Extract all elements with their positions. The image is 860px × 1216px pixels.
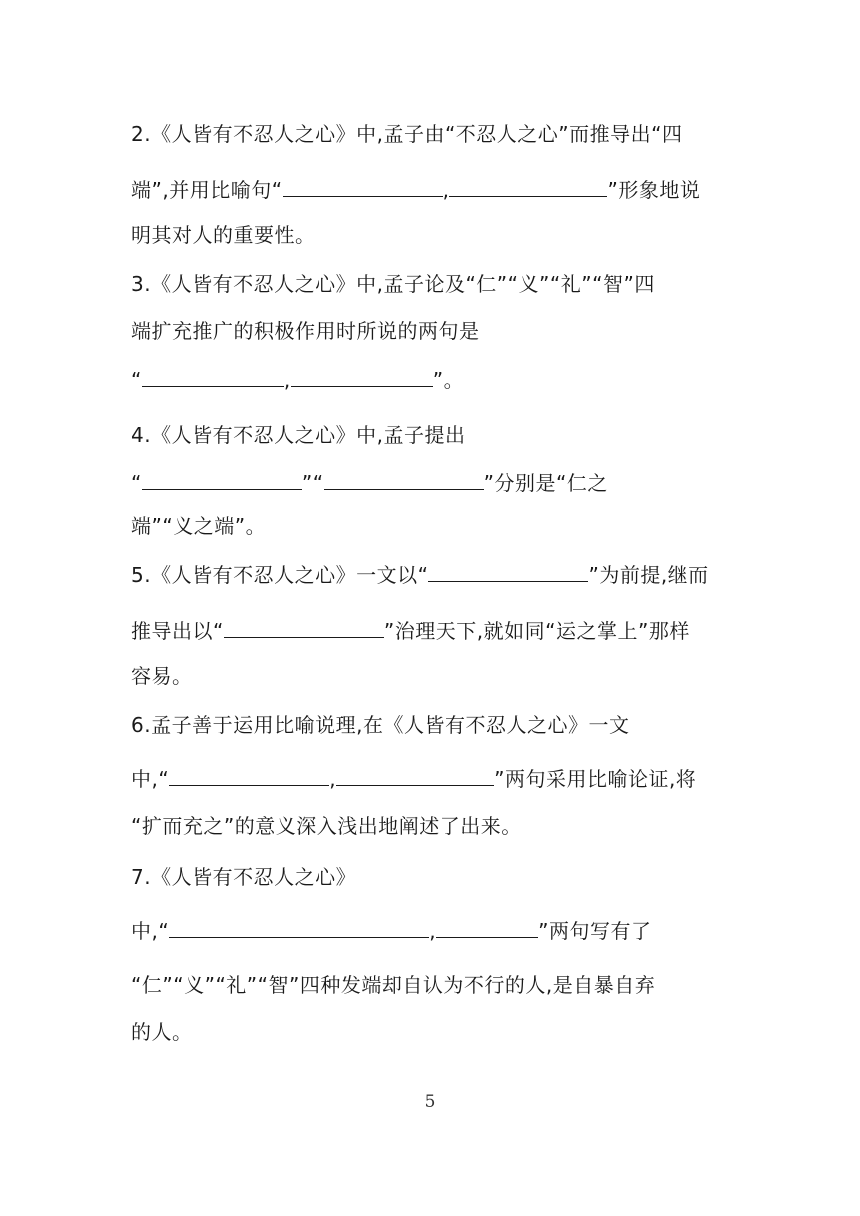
q6-line1: 6.孟子善于运用比喻说理,在《人皆有不忍人之心》一文 — [131, 713, 630, 737]
q7-blank-1[interactable] — [169, 919, 429, 938]
q7-blank-2[interactable] — [436, 919, 538, 938]
q7-separator: , — [429, 919, 437, 943]
q3-text-a: “ — [131, 368, 142, 392]
q2-line1: 2.《人皆有不忍人之心》中,孟子由“不忍人之心”而推导出“四 — [131, 122, 683, 146]
q5-line2 — [131, 617, 690, 645]
q6-line3: “扩而充之”的意义深入浅出地阐述了出来。 — [131, 814, 522, 838]
q6-blank-2[interactable] — [336, 767, 494, 786]
q3-line3 — [131, 366, 464, 394]
q6-blank-1[interactable] — [169, 767, 329, 786]
q3-line1: 3.《人皆有不忍人之心》中,孟子论及“仁”“义”“礼”“智”四 — [131, 272, 655, 296]
q2-text-a: 端”,并用比喻句“ — [131, 178, 283, 202]
q7-line2 — [131, 917, 651, 945]
q2-blank-2[interactable] — [449, 178, 607, 197]
q6-line2 — [131, 765, 696, 793]
q4-line2 — [131, 469, 608, 497]
q4-text-mid: ”“ — [301, 471, 324, 495]
page-number: 5 — [424, 1092, 436, 1112]
q7-line1: 7.《人皆有不忍人之心》 — [131, 865, 357, 889]
q6-text-a: 中,“ — [131, 767, 170, 791]
q4-blank-2[interactable] — [324, 471, 484, 490]
q3-blank-2[interactable] — [291, 368, 433, 387]
q2-line3: 明其对人的重要性。 — [131, 223, 316, 247]
q5-text-b: ”为前提,继而 — [588, 563, 709, 587]
q5-blank-2[interactable] — [224, 619, 384, 638]
q3-separator: , — [283, 368, 291, 392]
q5-text-a: 5.《人皆有不忍人之心》一文以“ — [131, 563, 429, 587]
q6-separator: , — [329, 767, 337, 791]
q7-text-a: 中,“ — [131, 919, 170, 943]
q5-text-d: ”治理天下,就如同“运之掌上”那样 — [383, 619, 690, 643]
q2-line2 — [131, 176, 700, 204]
q2-separator: , — [442, 178, 450, 202]
q7-text-b: ”两句写有了 — [538, 919, 652, 943]
q5-line1 — [131, 561, 709, 589]
q2-blank-1[interactable] — [283, 178, 443, 197]
q5-line3: 容易。 — [131, 664, 193, 688]
q3-blank-1[interactable] — [142, 368, 284, 387]
q7-line3: “仁”“义”“礼”“智”四种发端却自认为不行的人,是自暴自弃 — [131, 973, 656, 997]
q6-text-b: ”两句采用比喻论证,将 — [494, 767, 697, 791]
q5-blank-1[interactable] — [428, 563, 588, 582]
q4-text-a: “ — [131, 471, 142, 495]
q7-line4: 的人。 — [131, 1020, 193, 1044]
q4-line3: 端”“义之端”。 — [131, 514, 267, 538]
q3-text-b: ”。 — [432, 368, 465, 392]
q4-text-b: ”分别是“仁之 — [483, 471, 608, 495]
q3-line2: 端扩充推广的积极作用时所说的两句是 — [131, 319, 480, 343]
q2-text-b: ”形象地说 — [607, 178, 701, 202]
q4-blank-1[interactable] — [142, 471, 302, 490]
q4-line1: 4.《人皆有不忍人之心》中,孟子提出 — [131, 423, 466, 447]
q5-text-c: 推导出以“ — [131, 619, 224, 643]
